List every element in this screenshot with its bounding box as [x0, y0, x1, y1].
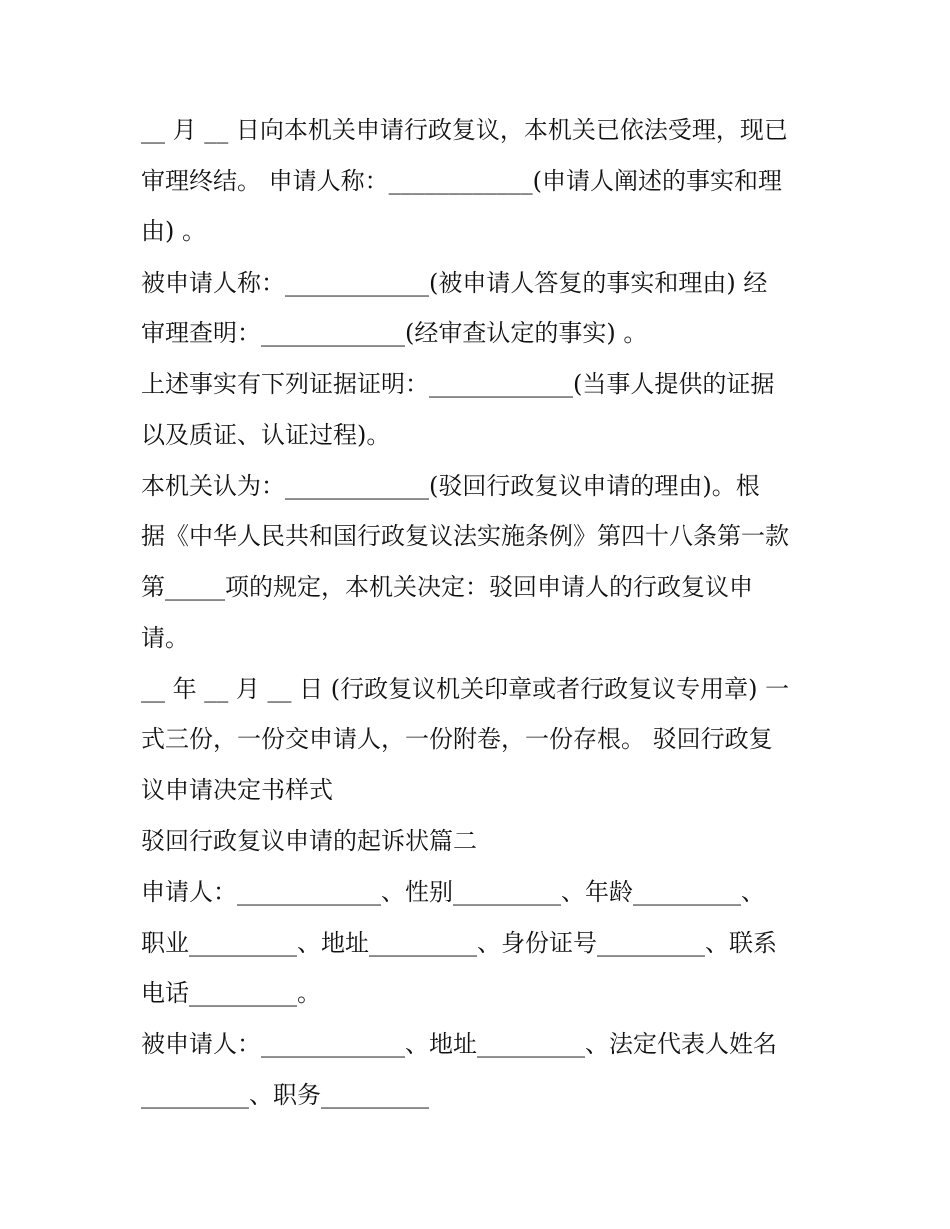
section-heading: 驳回行政复议申请的起诉状篇二: [141, 827, 477, 855]
text-line: 第_____项的规定，本机关决定：驳回申请人的行政复议申: [141, 573, 753, 601]
text-line: 被申请人称：____________(被申请人答复的事实和理由) 经: [141, 269, 768, 297]
text-line: __ 年 __ 月 __ 日 (行政复议机关印章或者行政复议专用章) 一: [141, 675, 790, 703]
text-line: 由) 。: [141, 217, 206, 245]
text-line: 上述事实有下列证据证明：____________(当事人提供的证据: [141, 370, 775, 398]
text-line: 被申请人：____________、地址_________、法定代表人姓名: [141, 1030, 777, 1058]
text-line: 职业_________、地址_________、身份证号_________、联系: [141, 929, 777, 957]
text-line: 请。: [141, 624, 189, 652]
text-line: _________、职务_________: [141, 1081, 429, 1109]
text-line: 以及质证、认证过程)。: [141, 421, 391, 449]
text-line: __ 月 __ 日向本机关申请行政复议，本机关已依法受理，现已: [141, 116, 788, 144]
text-line: 审理终结。 申请人称：____________(申请人阐述的事实和理: [141, 167, 782, 195]
text-line: 电话_________。: [141, 979, 321, 1007]
text-line: 申请人：____________、性别_________、年龄_________、: [141, 878, 765, 906]
text-line: 本机关认为：____________(驳回行政复议申请的理由)。根: [141, 472, 760, 500]
text-line: 审理查明：____________(经审查认定的事实) 。: [141, 319, 648, 347]
text-line: 据《中华人民共和国行政复议法实施条例》第四十八条第一款: [141, 522, 789, 550]
text-line: 式三份，一份交申请人，一份附卷，一份存根。 驳回行政复: [141, 725, 773, 753]
text-line: 议申请决定书样式: [141, 776, 333, 804]
